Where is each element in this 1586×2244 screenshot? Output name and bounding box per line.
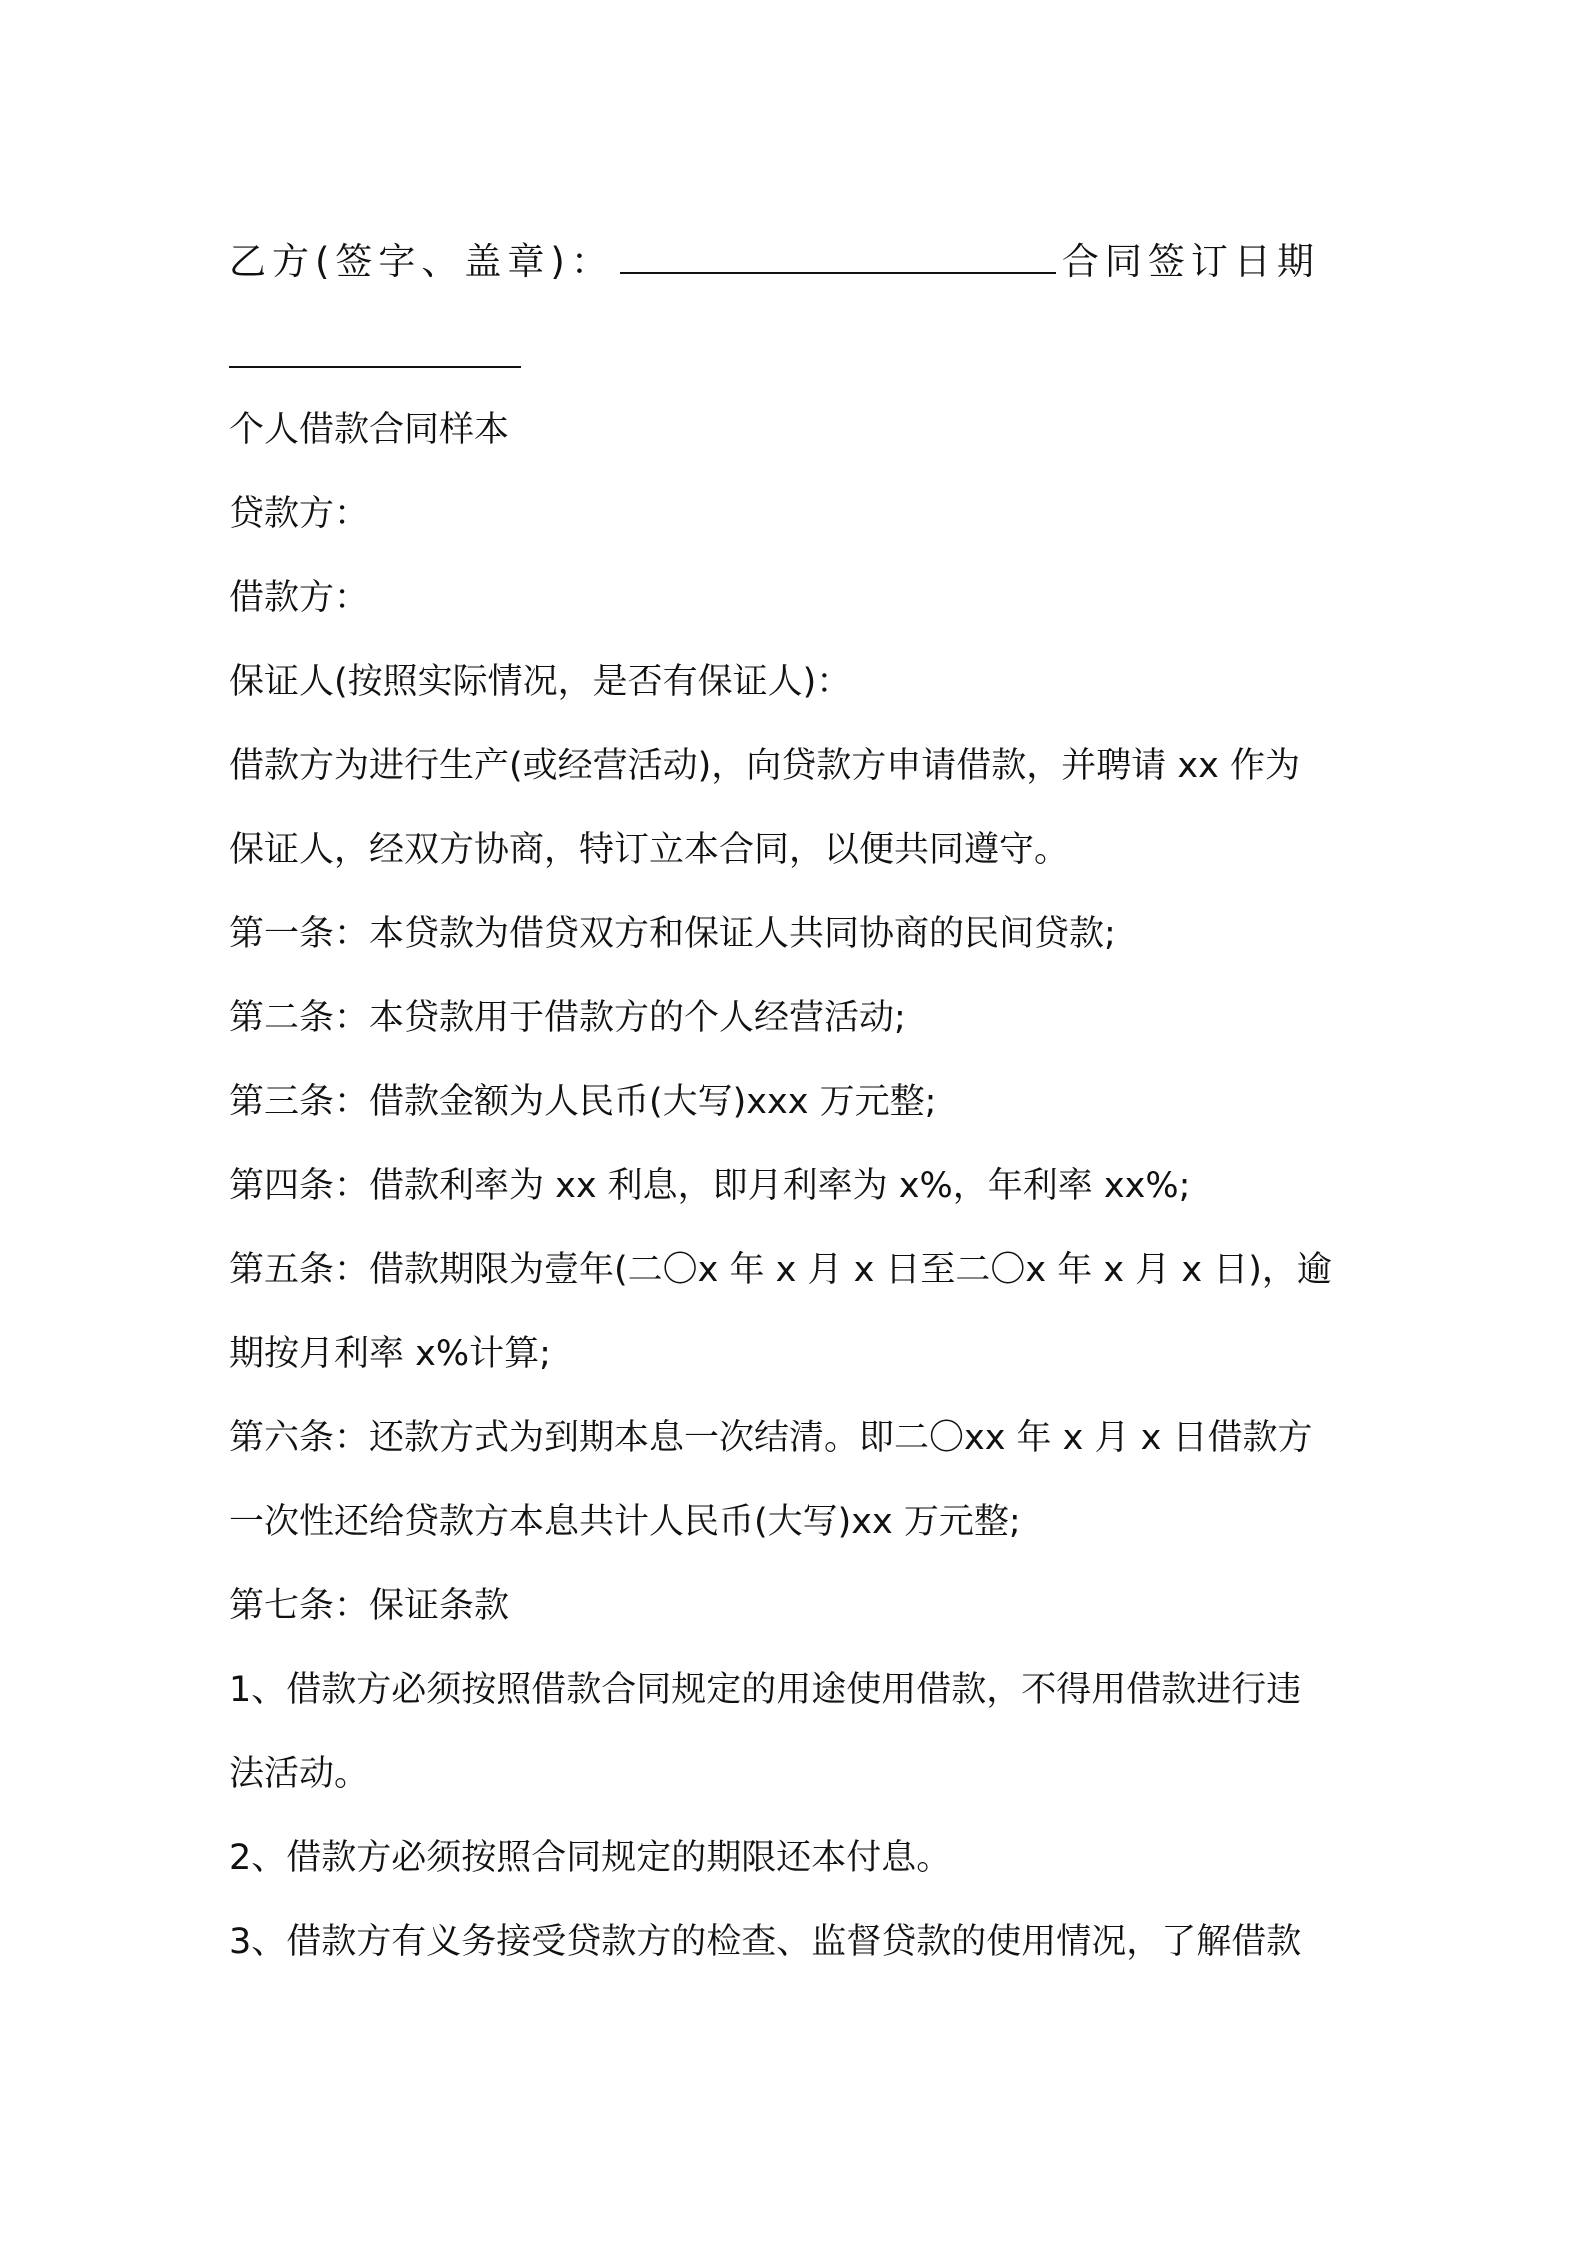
- article-3: 第三条：借款金额为人民币(大写)xxx 万元整;: [229, 1082, 937, 1122]
- preamble-line: 借款方为进行生产(或经营活动)，向贷款方申请借款，并聘请 xx 作为: [229, 746, 1300, 786]
- lender-label: 贷款方：: [229, 494, 370, 534]
- borrower-label: 借款方：: [229, 578, 370, 618]
- article-4: 第四条：借款利率为 xx 利息，即月利率为 x%，年利率 xx%;: [229, 1166, 1191, 1206]
- article-1: 第一条：本贷款为借贷双方和保证人共同协商的民间贷款;: [229, 914, 1116, 954]
- signature-line: [229, 232, 1365, 292]
- party-b-signature-label: 乙方(签字、盖章)：: [229, 240, 614, 283]
- article-5-line: 第五条：借款期限为壹年(二〇x 年 x 月 x 日至二〇x 年 x 月 x 日)，逾: [229, 1250, 1332, 1290]
- clause-2: 2、借款方必须按照合同规定的期限还本付息。: [229, 1838, 952, 1878]
- article-6-line: 第六条：还款方式为到期本息一次结清。即二〇xx 年 x 月 x 日借款方: [229, 1418, 1313, 1458]
- guarantor-label: 保证人(按照实际情况，是否有保证人)：: [229, 662, 852, 702]
- article-6-line: 一次性还给贷款方本息共计人民币(大写)xx 万元整;: [229, 1502, 1021, 1542]
- article-2: 第二条：本贷款用于借款方的个人经营活动;: [229, 998, 906, 1038]
- signature-blank: [620, 272, 1056, 274]
- clause-1-line: 1、借款方必须按照借款合同规定的用途使用借款，不得用借款进行违: [229, 1670, 1302, 1710]
- contract-date-label: 合同签订日期: [1061, 240, 1320, 283]
- article-5-line: 期按月利率 x%计算;: [229, 1334, 551, 1374]
- preamble-line: 保证人，经双方协商，特订立本合同，以便共同遵守。: [229, 830, 1070, 870]
- clause-3-line: 3、借款方有义务接受贷款方的检查、监督贷款的使用情况，了解借款: [229, 1922, 1302, 1962]
- clause-1-line: 法活动。: [229, 1754, 370, 1794]
- date-blank: [229, 366, 521, 368]
- document-title: 个人借款合同样本: [229, 410, 510, 450]
- article-7: 第七条：保证条款: [229, 1586, 510, 1626]
